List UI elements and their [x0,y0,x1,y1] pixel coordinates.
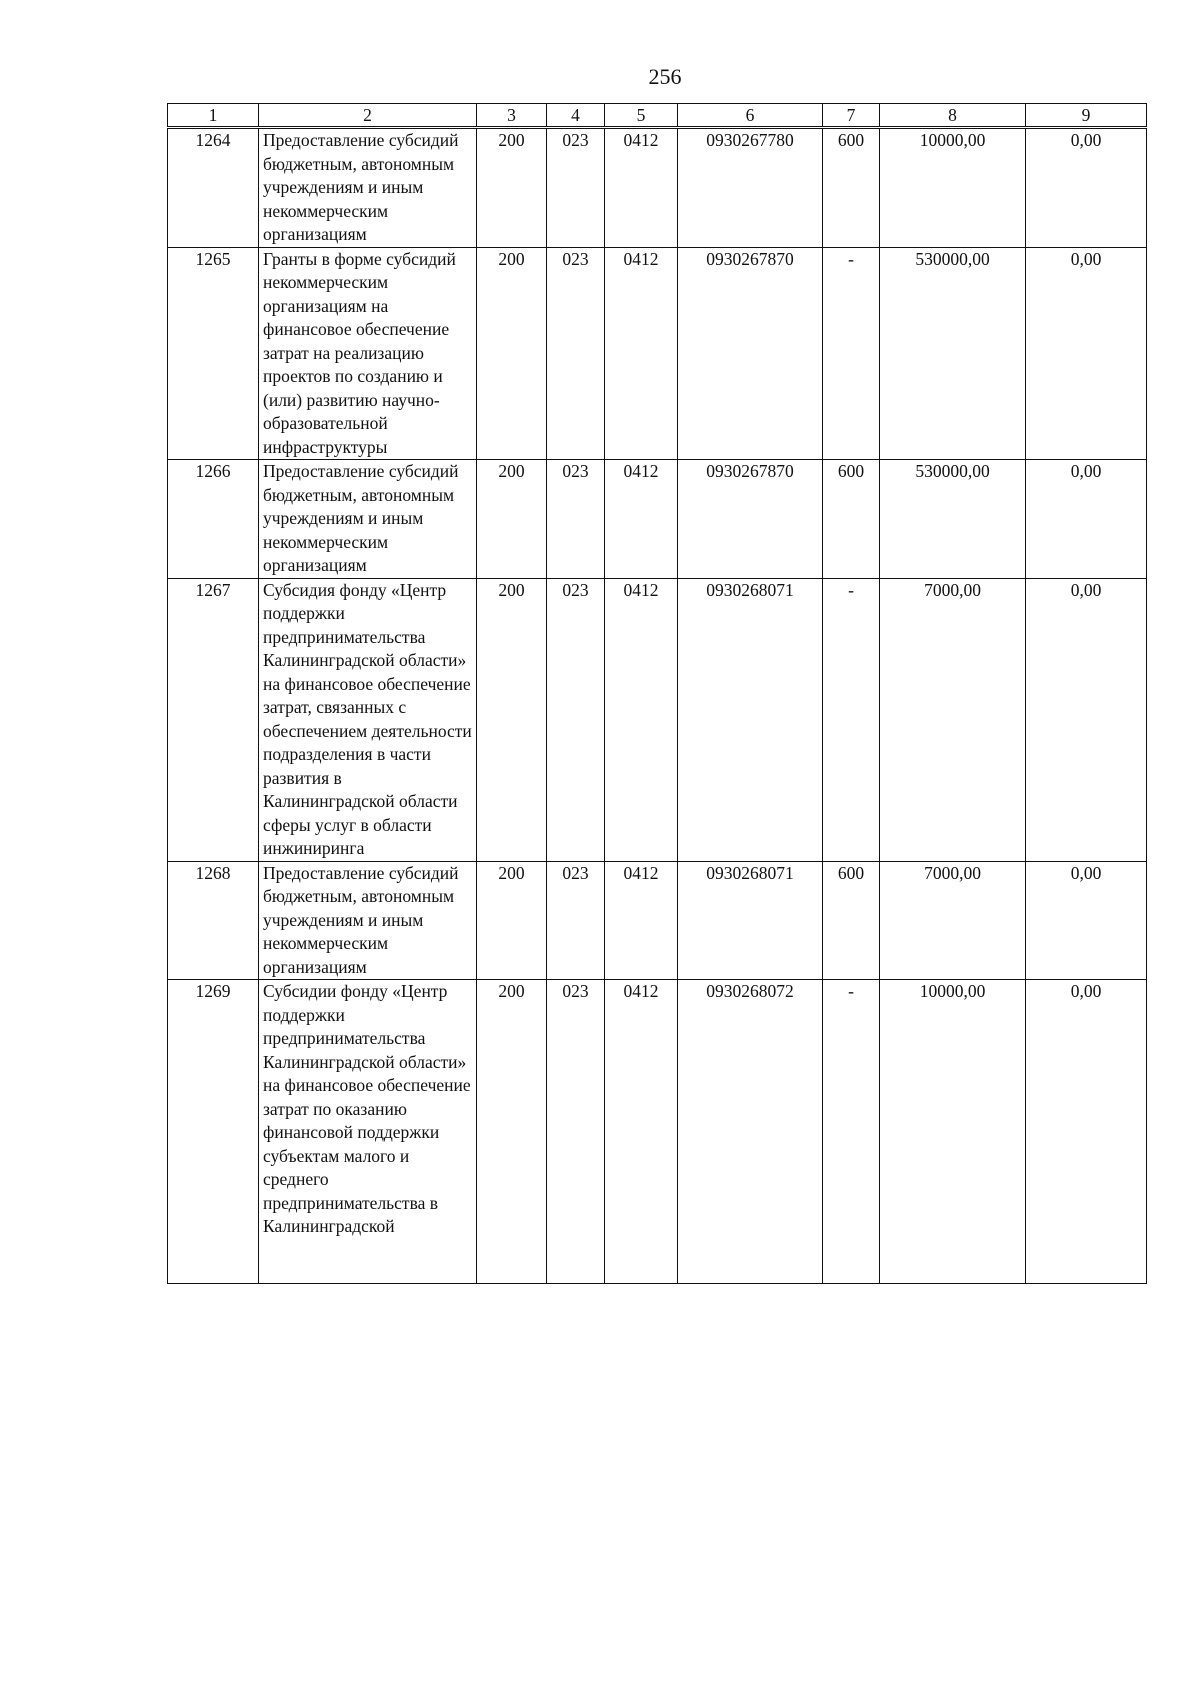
table-row [168,578,1147,861]
cell-col8: 7000,00 [880,861,1026,980]
row-number: 1265 [168,247,259,460]
cell-col7: 600 [823,861,880,980]
column-header: 5 [605,104,678,128]
cell-col4: 023 [547,980,605,1284]
row-number: 1264 [168,128,259,248]
cell-col8: 530000,00 [880,247,1026,460]
cell-col9: 0,00 [1026,861,1147,980]
column-header: 2 [259,104,477,128]
table-row [168,980,1147,1284]
cell-col5: 0412 [605,861,678,980]
row-number: 1266 [168,460,259,579]
header-row [168,104,1147,128]
page-number: 256 [648,64,682,89]
cell-col4: 023 [547,128,605,248]
table-row [168,460,1147,579]
row-description: Предоставление субсидий бюджетным, автономным учреждениям и иным некоммерческим организациям [259,861,477,980]
cell-col5: 0412 [605,460,678,579]
cell-col3: 200 [477,247,547,460]
table-row [168,128,1147,248]
column-header: 9 [1026,104,1147,128]
cell-col7: 600 [823,128,880,248]
cell-col8: 7000,00 [880,578,1026,861]
row-number: 1267 [168,578,259,861]
table-row [168,247,1147,460]
row-description: Гранты в форме субсидий некоммерческим организациям на финансовое обеспечение затрат на реализацию проектов по созданию и (или) развитию научно-образовательной инфраструктуры [259,247,477,460]
cell-col7: - [823,980,880,1284]
cell-col6: 0930268072 [678,980,823,1284]
row-description: Субсидия фонду «Центр поддержки предпринимательства Калининградской области» на финансовое обеспечение затрат, связанных с обеспечением деятельности подразделения в части развития в Калининградской области сферы услуг в области инжиниринга [259,578,477,861]
cell-col6: 0930268071 [678,861,823,980]
cell-col7: - [823,247,880,460]
cell-col6: 0930268071 [678,578,823,861]
cell-col3: 200 [477,578,547,861]
cell-col4: 023 [547,578,605,861]
cell-col4: 023 [547,460,605,579]
cell-col6: 0930267780 [678,128,823,248]
cell-col8: 530000,00 [880,460,1026,579]
row-description: Предоставление субсидий бюджетным, автономным учреждениям и иным некоммерческим организациям [259,460,477,579]
cell-col3: 200 [477,861,547,980]
table-row [168,861,1147,980]
column-header: 3 [477,104,547,128]
cell-col7: - [823,578,880,861]
row-number: 1269 [168,980,259,1284]
row-description: Предоставление субсидий бюджетным, автономным учреждениям и иным некоммерческим организациям [259,128,477,248]
cell-col3: 200 [477,128,547,248]
cell-col9: 0,00 [1026,460,1147,579]
cell-col8: 10000,00 [880,980,1026,1284]
cell-col4: 023 [547,861,605,980]
cell-col5: 0412 [605,128,678,248]
cell-col5: 0412 [605,247,678,460]
column-header: 7 [823,104,880,128]
cell-col9: 0,00 [1026,247,1147,460]
cell-col6: 0930267870 [678,460,823,579]
budget-table [167,103,1147,1284]
column-header: 8 [880,104,1026,128]
cell-col3: 200 [477,460,547,579]
cell-col9: 0,00 [1026,578,1147,861]
cell-col7: 600 [823,460,880,579]
cell-col3: 200 [477,980,547,1284]
cell-col5: 0412 [605,980,678,1284]
cell-col5: 0412 [605,578,678,861]
column-header: 4 [547,104,605,128]
cell-col6: 0930267870 [678,247,823,460]
row-number: 1268 [168,861,259,980]
cell-col9: 0,00 [1026,980,1147,1284]
column-header: 1 [168,104,259,128]
cell-col8: 10000,00 [880,128,1026,248]
cell-col9: 0,00 [1026,128,1147,248]
row-description: Субсидии фонду «Центр поддержки предпринимательства Калининградской области» на финансовое обеспечение затрат по оказанию финансовой поддержки субъектам малого и среднего предпринимательства в Калининградской [259,980,477,1284]
column-header: 6 [678,104,823,128]
cell-col4: 023 [547,247,605,460]
